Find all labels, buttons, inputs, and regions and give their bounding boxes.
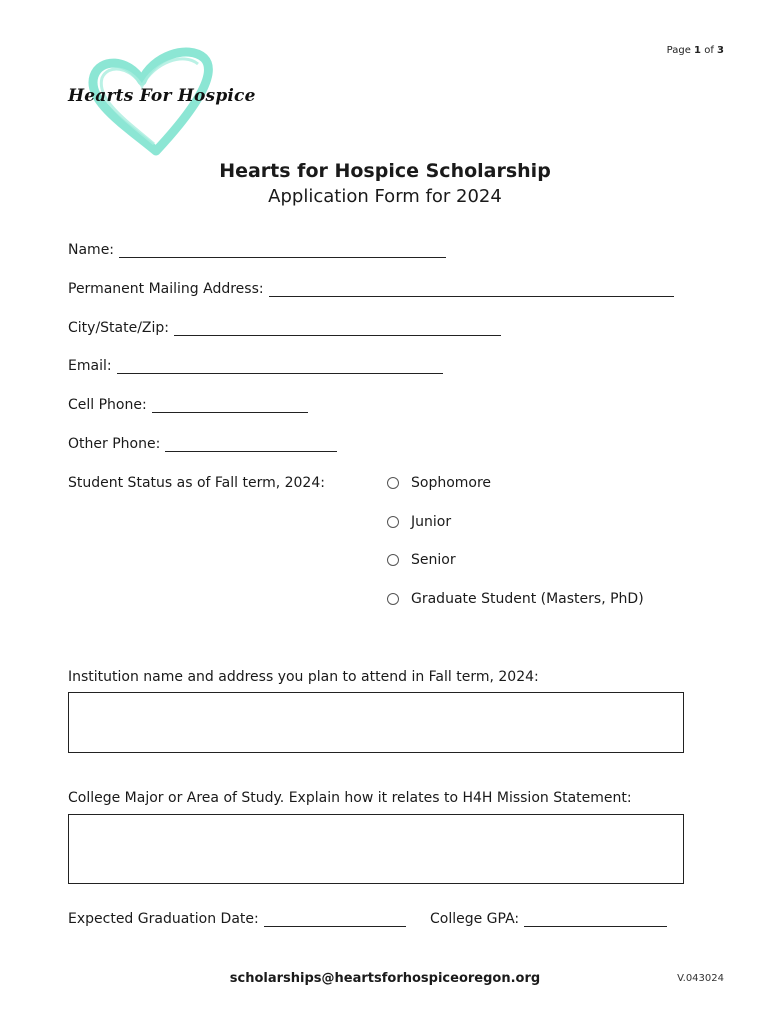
email-field[interactable] <box>68 358 443 374</box>
logo-text: Hearts For Hospice <box>68 86 256 106</box>
cell-label: Cell Phone: <box>68 397 147 413</box>
radio-circle-icon[interactable] <box>387 477 399 489</box>
name-field[interactable] <box>68 242 446 258</box>
address-label: Permanent Mailing Address: <box>68 281 264 297</box>
city-line[interactable] <box>174 323 501 336</box>
option-label: Graduate Student (Masters, PhD) <box>411 591 644 607</box>
other-phone-field[interactable] <box>68 436 337 452</box>
radio-graduate[interactable] <box>387 591 644 607</box>
radio-junior[interactable] <box>387 514 451 530</box>
version-label: V.043024 <box>677 973 724 984</box>
graduation-date-field[interactable] <box>68 911 406 927</box>
address-line[interactable] <box>269 284 674 297</box>
option-label: Sophomore <box>411 475 492 491</box>
form-subtitle: Application Form for 2024 <box>268 186 502 207</box>
address-field[interactable] <box>68 281 674 297</box>
major-label: College Major or Area of Study. Explain how it relates to H4H Mission Statement: <box>68 790 632 806</box>
name-label: Name: <box>68 242 115 258</box>
radio-senior[interactable] <box>387 552 456 568</box>
gpa-field[interactable] <box>430 911 667 927</box>
other-phone-label: Other Phone: <box>68 436 161 452</box>
page-indicator <box>667 45 724 56</box>
institution-textbox[interactable] <box>68 692 684 753</box>
city-label: City/State/Zip: <box>68 320 170 336</box>
option-label: Senior <box>411 552 456 568</box>
email-label: Email: <box>68 358 112 374</box>
graduation-label: Expected Graduation Date: <box>68 911 259 927</box>
institution-label: Institution name and address you plan to attend in Fall term, 2024: <box>68 669 539 685</box>
radio-circle-icon[interactable] <box>387 516 399 528</box>
page-total: 3 <box>717 45 724 56</box>
cell-phone-field[interactable] <box>68 397 308 413</box>
gpa-label: College GPA: <box>430 911 520 927</box>
gpa-line[interactable] <box>524 914 667 927</box>
page-current: 1 <box>694 45 702 56</box>
cell-line[interactable] <box>152 400 308 413</box>
major-textbox[interactable] <box>68 814 684 884</box>
logo <box>66 46 256 160</box>
option-label: Junior <box>411 514 452 530</box>
radio-circle-icon[interactable] <box>387 593 399 605</box>
radio-sophomore[interactable] <box>387 475 491 491</box>
name-line[interactable] <box>119 245 446 258</box>
form-title: Hearts for Hospice Scholarship <box>219 160 551 182</box>
page-of: of <box>704 45 714 56</box>
footer-email[interactable]: scholarships@heartsforhospiceoregon.org <box>229 971 541 986</box>
other-phone-line[interactable] <box>165 439 337 452</box>
radio-circle-icon[interactable] <box>387 554 399 566</box>
graduation-line[interactable] <box>264 914 406 927</box>
student-status-label: Student Status as of Fall term, 2024: <box>68 475 325 491</box>
city-state-zip-field[interactable] <box>68 320 501 336</box>
page-prefix: Page <box>666 45 691 56</box>
email-line[interactable] <box>117 361 443 374</box>
